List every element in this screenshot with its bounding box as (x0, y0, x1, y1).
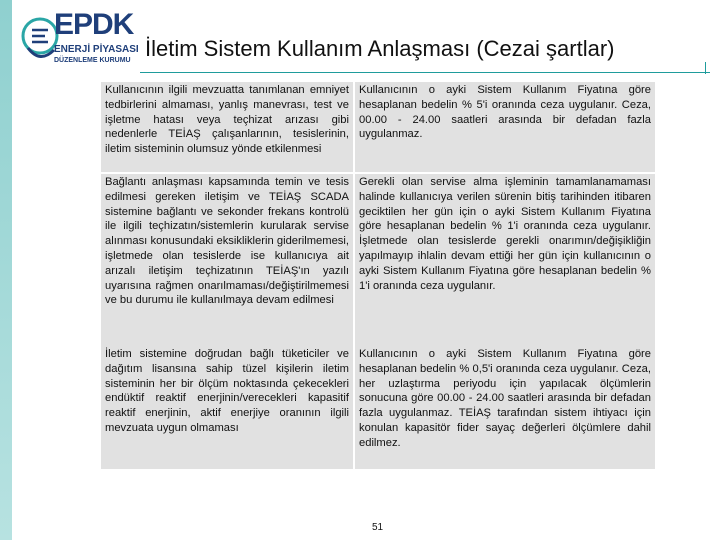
penalty-sanction-cell: Kullanıcının o ayki Sistem Kullanım Fiyatına göre hesaplanan bedelin % 5'i oranında ceza uygulanır. Ceza, 00.00 - 24.00 saatleri arasında bir defadan fazla uygulanmaz. (355, 82, 655, 172)
slide-title: İletim Sistem Kullanım Anlaşması (Cezai şartlar) (145, 36, 615, 61)
penalty-sanction-cell: Kullanıcının o ayki Sistem Kullanım Fiyatına göre hesaplanan bedelin % 0,5'i oranında ceza uygulanır. Ceza, her uzlaştırma periyodu için yapılacak ölçümlerin sonucuna göre 00.00 - 24.00 saatleri arasında bir defadan fazla uygulanmaz. TEİAŞ tarafından sistem ihtiyacı için konulan kapasitör fider sayaç değerleri ölçümlere dahil edilmez. (355, 346, 655, 469)
decorative-side-bar (0, 0, 12, 540)
penalty-sanction-cell: Gerekli olan servise alma işleminin tamamlanamaması halinde kullanıcıya verilen sürenin bitiş tarihinden itibaren geciktilen her gün için o ayki Sistem Kullanım Fiyatına göre hesaplanan bedelin % 1'i oranında ceza uygulanır. İşletmede olan tesislerde gerekli onarımın/değişikliğin yapılmayıp ihlalin devam ettiği her gün için kullanıcının o ayki Sistem Kullanım Fiyatına göre hesaplanan bedelin % 1'i oranında ceza uygulanır. (355, 174, 655, 346)
epdk-logo (18, 6, 139, 78)
logo-line-1: ENERJİ PİYASASI (54, 44, 139, 55)
logo-wordmark: EPDK (54, 8, 134, 41)
penalty-violation-cell: Bağlantı anlaşması kapsamında temin ve tesis edilmesi gereken iletişim ve TEİAŞ SCADA sistemine bağlantı ve sekonder frekans kontrolü ile ilgili teçhizatın/sistemlerin kurularak servise alınması konusundaki eksikliklerin giderilmemesi, işletmede olan tesislerde ise kullanıcıya ait arızalı iletişim teçhizatının TEİAŞ'ın yazılı uyarısına rağmen onarılmaması/değiştirilmemesi ve bu durumu ile kullanılmaya devam edilmesi (101, 174, 353, 346)
title-underline (140, 72, 710, 73)
title-underline-tick (705, 62, 706, 74)
logo-line-2: DÜZENLEME KURUMU (54, 57, 131, 64)
penalty-violation-cell: İletim sistemine doğrudan bağlı tüketiciler ve dağıtım lisansına sahip tüzel kişilerin iletim sisteminin her bir ölçüm noktasında çekecekleri endüktif reaktif enerjinin/verecekleri kapasitif reaktif enerjinin, aktif enerjiye oranının ilgili mevzuata uygun olmaması (101, 346, 353, 469)
page-number: 51 (372, 522, 384, 533)
penalty-violation-cell: Kullanıcının ilgili mevzuatta tanımlanan emniyet tedbirlerini almaması, yanlış manevrası, test ve işletme hatası veya teçhizat arızası gibi nedenlerle TEİAŞ çalışanlarının, tesislerinin, iletim sisteminin olumsuz yönde etkilenmesi (101, 82, 353, 172)
